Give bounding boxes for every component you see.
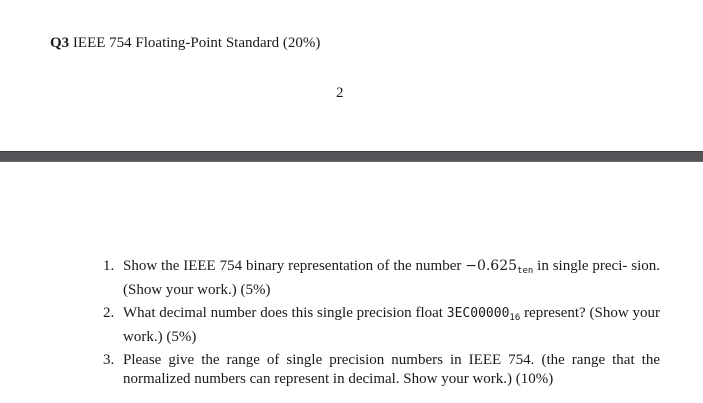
page-number: 2 (336, 85, 344, 101)
question-list (100, 257, 660, 393)
question-text: Please give the range of single precision numbers in IEEE 754. (the range that the normalized numbers can represent in decimal. Show your work.) (10%) (123, 352, 660, 387)
question-text-after: represent? (Show your work.) (5%) (123, 305, 660, 345)
question-number: Q3 (50, 35, 70, 51)
question-text-before: Show the IEEE 754 binary representation of the number (123, 258, 466, 274)
list-marker: 2. (103, 305, 115, 321)
question-text-after: in single preci- sion. (Show your work.) (5%) (123, 258, 660, 298)
document-page-top (0, 0, 703, 151)
question-text-before: What decimal number does this single precision float (123, 305, 447, 321)
hex-value: 3EC00000 (446, 306, 510, 321)
list-marker: 1. (103, 258, 115, 274)
page-separator (0, 151, 703, 162)
list-marker: 3. (103, 352, 115, 368)
subscript: ten (517, 266, 534, 276)
question-item-2 (100, 304, 660, 347)
question-title: IEEE 754 Floating-Point Standard (20%) (72, 35, 321, 51)
question-item-3 (100, 351, 660, 389)
subscript: 16 (509, 313, 521, 323)
question-item-1 (100, 257, 660, 300)
math-value: −0.625 (465, 258, 518, 274)
question-heading (50, 35, 320, 52)
